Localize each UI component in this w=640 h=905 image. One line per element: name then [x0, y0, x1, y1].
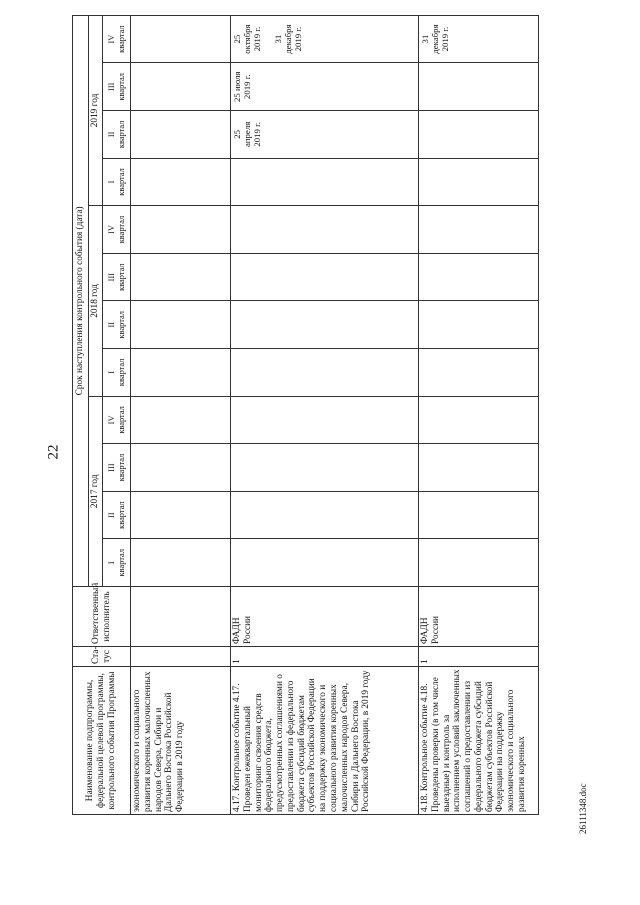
- table-row: [231, 15, 419, 814]
- header-quarter: II квартал: [103, 111, 131, 159]
- header-name-column: Наименование подпрограммы, федеральной целевой программы, контрольного события Программы: [73, 667, 131, 815]
- date-cell: [419, 63, 539, 111]
- date-cell: [131, 111, 231, 159]
- header-status-column: Ста- тус: [73, 647, 131, 667]
- header-responsible-column: Ответственный исполнитель: [73, 587, 131, 647]
- date-cell: 25 июля 2019 г.: [231, 63, 419, 111]
- date-cell: 25 апреля 2019 г.: [231, 111, 419, 159]
- header-quarter: III квартал: [103, 253, 131, 301]
- header-quarter: II квартал: [103, 301, 131, 349]
- responsible-cell: ФАДН России: [231, 587, 419, 647]
- table-row: [419, 15, 539, 814]
- header-quarter: III квартал: [103, 444, 131, 492]
- header-quarter: III квартал: [103, 63, 131, 111]
- date-cell: [419, 158, 539, 206]
- header-year-2017: 2017 год: [89, 396, 103, 586]
- header-deadline-group: Срок наступления контрольного события (дата): [73, 15, 89, 586]
- footer-filename: 26111348.doc: [578, 783, 588, 834]
- table-row: [131, 15, 231, 814]
- header-year-2018: 2018 год: [89, 206, 103, 396]
- control-events-table: [72, 15, 539, 815]
- responsible-cell: [131, 587, 231, 647]
- status-cell: 1: [231, 647, 419, 667]
- page-number: 22: [45, 444, 62, 460]
- header-quarter: I квартал: [103, 349, 131, 397]
- date-cell: 25 октября 2019 г. 31 декабря 2019 г.: [231, 15, 419, 63]
- event-name-cell: 4.17. Контрольное событие 4.17. Проведен ежеквартальный мониторинг освоения средств федерального бюджета, предусмотренных соглашениями о предоставлении из федерального бюджета субсидий бюджетам субъектов Российской Федерации на поддержку экономического и социального развития коренных малочисленных народов Севера, Сибири и Дальнего Востока Российской Федерации, в 2019 году: [231, 667, 419, 815]
- date-cell: [419, 111, 539, 159]
- header-quarter: IV квартал: [103, 206, 131, 254]
- responsible-cell: ФАДН России: [419, 587, 539, 647]
- header-quarter: IV квартал: [103, 396, 131, 444]
- status-cell: [131, 647, 231, 667]
- date-cell: [131, 15, 231, 63]
- header-year-2019: 2019 год: [89, 15, 103, 206]
- date-cell: [231, 158, 419, 206]
- event-name-cell: экономического и социального развития коренных малочисленных народов Севера, Сибири и Дальнего Востока Российской Федерации в 2019 году: [131, 667, 231, 815]
- rotated-table-area: [72, 15, 526, 815]
- date-cell: [131, 158, 231, 206]
- status-cell: 1: [419, 647, 539, 667]
- header-quarter: I квартал: [103, 158, 131, 206]
- date-cell: 31 декабря 2019 г.: [419, 15, 539, 63]
- header-quarter: IV квартал: [103, 15, 131, 63]
- event-name-cell: 4.18. Контрольное событие 4.18. Проведены проверки (в том числе выездные) и контроль за исполнением условий заключенных соглашений о предоставлении из федерального бюджета субсидий бюджетам субъектов Российской Федерации на поддержку экономического и социального развития коренных: [419, 667, 539, 815]
- header-quarter: II квартал: [103, 491, 131, 539]
- header-quarter: I квартал: [103, 539, 131, 587]
- date-cell: [131, 63, 231, 111]
